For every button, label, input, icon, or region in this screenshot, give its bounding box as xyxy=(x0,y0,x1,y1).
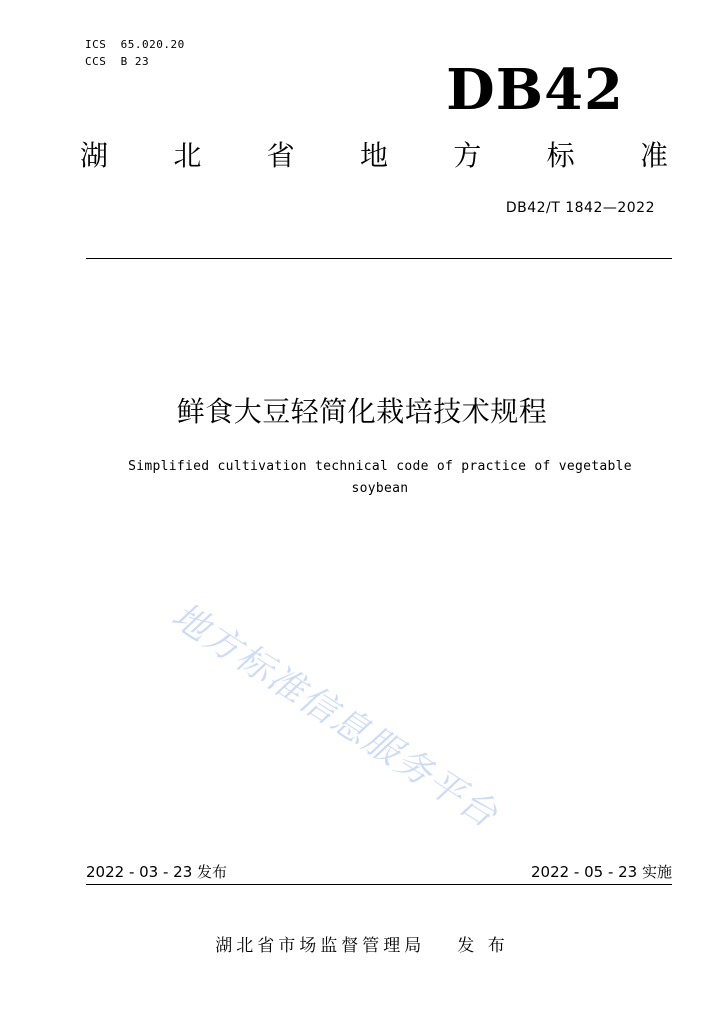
province-title-char: 北 xyxy=(173,139,202,172)
ccs-code: CCS B 23 xyxy=(85,55,150,68)
top-divider xyxy=(86,258,672,259)
document-title-chinese: 鲜食大豆轻简化栽培技术规程 xyxy=(176,395,548,428)
publisher-line xyxy=(0,934,724,958)
province-standard-title xyxy=(80,138,668,174)
publish-word: 发 布 xyxy=(457,936,509,956)
standard-number: DB42/T 1842—2022 xyxy=(505,200,655,216)
english-title-line: Simplified cultivation technical code of practice of vegetable xyxy=(128,459,632,474)
publisher-name: 湖北省市场监督管理局 xyxy=(215,936,426,956)
db42-logo: DB42 xyxy=(446,57,624,123)
province-title-char: 湖 xyxy=(80,139,109,172)
issue-date: 2022 - 03 - 23 发布 xyxy=(86,863,228,881)
classification-codes xyxy=(85,36,185,70)
province-title-char: 地 xyxy=(359,139,388,172)
province-title-char: 方 xyxy=(453,139,482,172)
implementation-date: 2022 - 05 - 23 实施 xyxy=(530,863,672,881)
english-title-line: soybean xyxy=(351,481,409,496)
province-title-char: 省 xyxy=(266,139,295,172)
watermark-text: 地方标准信息服务平台 xyxy=(164,595,506,837)
ics-code: ICS 65.020.20 xyxy=(85,38,185,51)
province-title-char: 标 xyxy=(546,139,575,172)
bottom-divider xyxy=(86,884,672,885)
document-title-english xyxy=(110,456,650,500)
province-title-char: 准 xyxy=(639,139,668,172)
